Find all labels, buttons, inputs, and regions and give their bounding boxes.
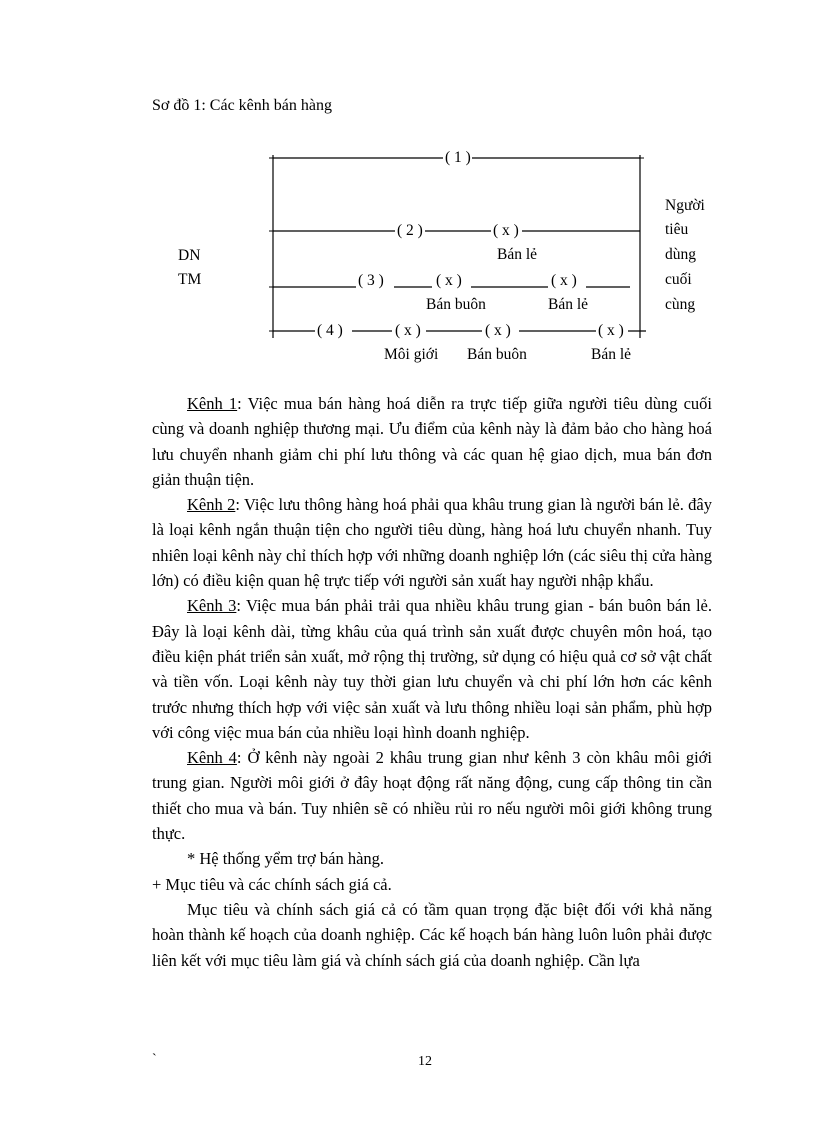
consumer-label-line-5: cùng — [665, 296, 696, 313]
page-number: 12 — [418, 1054, 432, 1069]
footer-mark: ` — [152, 1052, 157, 1067]
sales-channel-diagram — [0, 0, 816, 400]
channel-4-node3-label: Bán lẻ — [591, 346, 632, 363]
body-text — [152, 391, 712, 973]
enterprise-label-line-2: TM — [178, 271, 202, 288]
channel-3-node1-marker: ( x ) — [436, 272, 462, 289]
channel-4-title: Kênh 4 — [187, 748, 237, 768]
channel-4-node3-marker: ( x ) — [598, 322, 624, 339]
channel-4-marker: ( 4 ) — [317, 322, 343, 339]
channel-4-node1-label: Môi giới — [384, 346, 439, 363]
channel-4-node1-marker: ( x ) — [395, 322, 421, 339]
pricing-paragraph: Mục tiêu và chính sách giá cả có tầm quan trọng đặc biệt đối với khả năng hoàn thành kế hoạch của doanh nghiệp. Các kế hoạch bán hàng luôn luôn phải được liên kết với mục tiêu làm giá và chính sách giá của doanh nghiệp. Cần lựa — [152, 899, 712, 970]
channel-2-node-label: Bán lẻ — [497, 246, 538, 263]
channel-4-node2-marker: ( x ) — [485, 322, 511, 339]
paragraph-channel-2 — [152, 492, 712, 593]
diagram-caption: Sơ đồ 1: Các kênh bán hàng — [152, 97, 332, 114]
pricing-heading: + Mục tiêu và các chính sách giá cả. — [152, 874, 392, 894]
paragraph-channel-3 — [152, 593, 712, 745]
channel-2-title: Kênh 2 — [187, 495, 236, 515]
channel-3-node1-label: Bán buôn — [426, 296, 486, 313]
enterprise-label-line-1: DN — [178, 247, 201, 264]
channel-3-title: Kênh 3 — [187, 596, 237, 616]
consumer-label-line-4: cuối — [665, 271, 692, 288]
consumer-label-line-3: dùng — [665, 246, 696, 263]
channel-2-node-marker: ( x ) — [493, 222, 519, 239]
channel-2-marker: ( 2 ) — [397, 222, 423, 239]
channel-3-text: : Việc mua bán phải trải qua nhiều khâu trung gian - bán buôn bán lẻ. Đây là loại kênh dài, từng khâu của quá trình sản xuất được chuyên môn hoá, tạo điều kiện phát triển sản xuất, mở rộng thị trường, sử dụng có hiệu quả cơ sở vật chất và tiền vốn. Loại kênh này tuy thời gian lưu chuyển và chi phí lớn hơn các kênh trước nhưng thích hợp với việc sản xuất và lưu thông nhiều loại sản phẩm, phù hợp với công việc mua bán của nhiều loại hình doanh nghiệp. — [152, 596, 712, 742]
paragraph-channel-1 — [152, 391, 712, 492]
channel-1-title: Kênh 1 — [187, 394, 238, 413]
channel-3-node2-label: Bán lẻ — [548, 296, 589, 313]
channel-4-node2-label: Bán buôn — [467, 346, 527, 363]
channel-3-marker: ( 3 ) — [358, 272, 384, 289]
channel-1-marker: ( 1 ) — [445, 149, 471, 166]
channel-4-text: : Ở kênh này ngoài 2 khâu trung gian như kênh 3 còn khâu môi giới trung gian. Người môi giới ở đây hoạt động rất năng động, cung cấp thông tin cần thiết cho mua và bán. Tuy nhiên sẽ có nhiều rủi ro nếu người môi giới không trung thực. — [152, 748, 712, 844]
channel-3-node2-marker: ( x ) — [551, 272, 577, 289]
consumer-label-line-1: Người — [665, 197, 705, 214]
consumer-label-line-2: tiêu — [665, 221, 689, 238]
channel-2-text: : Việc lưu thông hàng hoá phải qua khâu trung gian là người bán lẻ. đây là loại kênh ngắn thuận tiện cho người tiêu dùng, hàng hoá lưu chuyển nhanh. Tuy nhiên loại kênh này chỉ thích hợp với những doanh nghiệp lớn (các siêu thị cửa hàng lớn) có điều kiện quan hệ trực tiếp với người sản xuất hay người nhập khẩu. — [152, 495, 712, 591]
paragraph-channel-4 — [152, 745, 712, 846]
channel-1-text: : Việc mua bán hàng hoá diễn ra trực tiếp giữa người tiêu dùng cuối cùng và doanh nghiệp thương mại. Ưu điểm của kênh này là đảm bảo cho hàng hoá lưu chuyển nhanh giảm chi phí lưu thông và các quan hệ giao dịch, mua bán đơn giản thuận tiện. — [152, 394, 712, 489]
support-heading: * Hệ thống yểm trợ bán hàng. — [187, 849, 385, 869]
